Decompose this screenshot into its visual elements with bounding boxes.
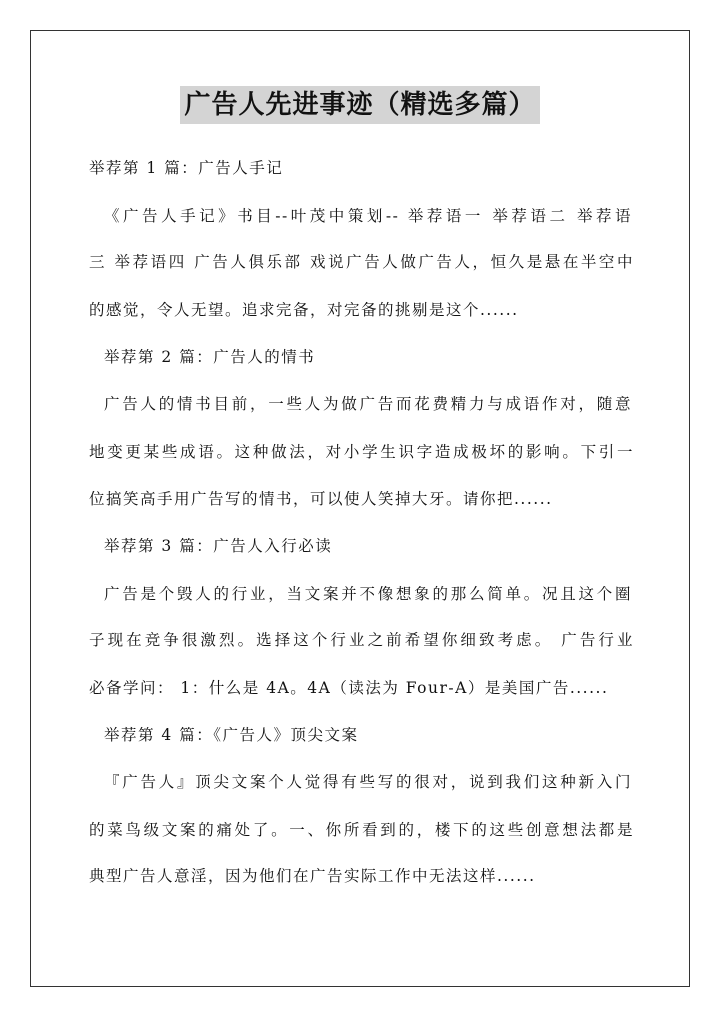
paragraph-line: 『广告人』顶尖文案个人觉得有些写的很对，说到我们这种新入门 [104,773,632,791]
paragraph-line: 位搞笑高手用广告写的情书，可以使人笑掉大牙。请你把...... [89,490,553,508]
paragraph-line: 子现在竞争很激烈。选择这个行业之前希望你细致考虑。 广告行业 [89,631,634,649]
section-heading-4: 举荐第 4 篇：《广告人》顶尖文案 [104,726,359,744]
paragraph-line: 《广告人手记》书目--叶茂中策划-- 举荐语一 举荐语二 举荐语 [104,207,632,225]
paragraph-line: 广告人的情书目前，一些人为做广告而花费精力与成语作对，随意 [104,395,632,413]
section-heading-1: 举荐第 1 篇：广告人手记 [89,159,284,177]
section-heading-3: 举荐第 3 篇：广告人入行必读 [104,537,333,555]
paragraph-line: 的菜鸟级文案的痛处了。一、你所看到的，楼下的这些创意想法都是 [89,821,634,839]
paragraph-line: 地变更某些成语。这种做法，对小学生识字造成极坏的影响。下引一 [89,443,634,461]
paragraph-line: 三 举荐语四 广告人俱乐部 戏说广告人做广告人，恒久是悬在半空中 [89,253,634,271]
section-heading-2: 举荐第 2 篇：广告人的情书 [104,348,316,366]
title-wrap [0,86,720,124]
paragraph-line: 典型广告人意淫，因为他们在广告实际工作中无法这样...... [89,867,536,885]
paragraph-line: 必备学问： 1：什么是 4A。4A（读法为 Four-A）是美国广告...... [89,679,609,697]
paragraph-line: 的感觉，令人无望。追求完备，对完备的挑剔是这个...... [89,301,519,319]
paragraph-line: 广告是个毁人的行业，当文案并不像想象的那么简单。况且这个圈 [104,585,632,603]
document-title: 广告人先进事迹（精选多篇） [180,86,539,124]
